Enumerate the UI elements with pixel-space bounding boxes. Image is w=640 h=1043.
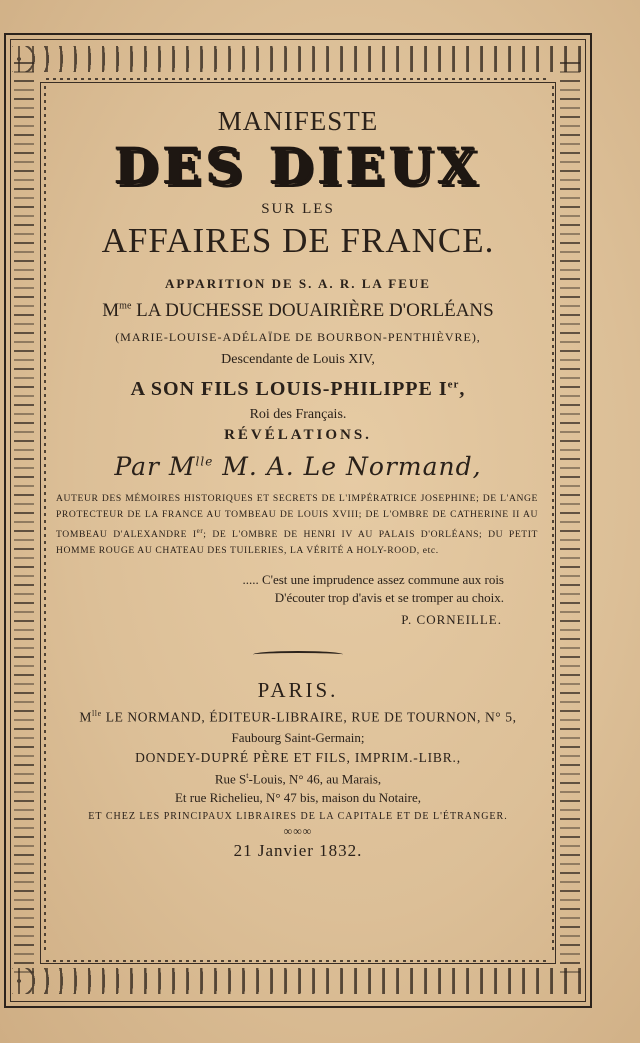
imprint-libraires: ET CHEZ LES PRINCIPAUX LIBRAIRES DE LA CAPITALE ET DE L'ÉTRANGER. [88,811,508,823]
roi-line: Roi des Français. [249,407,347,422]
title-affaires: AFFAIRES DE FRANCE. [101,221,495,260]
imprint-city: PARIS. [257,678,339,703]
title-block [50,98,546,861]
title-des-dieux: DES DIEUX [114,137,482,196]
descendante-line: Descendante de Louis XIV, [221,352,375,367]
epigraph [50,571,504,629]
top-ornament-band [12,46,584,72]
revelations-line: RÉVÉLATIONS. [224,427,372,443]
author-line: Par $M^{lle}$ M. A. Le Normand, [114,452,482,481]
imprint-date: 21 Janvier 1832. [233,841,363,861]
bottom-ornament-band [12,968,584,994]
epigraph-line-2: D'écouter trop d'avis et se tromper au choix. [274,590,504,606]
right-ornament-band [560,62,580,977]
left-ornament-band [14,62,34,977]
epigraph-line-1: ..... C'est une imprudence assez commune aux rois [242,572,504,588]
imprint-rue-st-louis: Rue $S^t$-Louis, N° 46, au Marais, [214,770,382,787]
author-works: AUTEUR DES MÉMOIRES HISTORIQUES ET SECRETS DE L'IMPÉRATRICE JOSEPHINE; DE L'ANGE PROTECTEUR DE LA FRANCE AU TOMBEAU DE LOUIS XVIII; DE L'OMBRE DE CATHERINE II AU TOMBEAU D'ALEXANDRE Ier; DE L'OMBRE DE HENRI IV AU PALAIS D'ORLÉANS; DU PETIT HOMME ROUGE AU CHATEAU DES TUILERIES, LA VÉRITÉ A HOLY-ROOD, etc. [56,493,538,557]
imprint-publisher: $M^{lle}$ LE NORMAND, ÉDITEUR-LIBRAIRE, RUE DE TOURNON, N° 5, [79,709,517,725]
imprint-faubourg: Faubourg Saint-Germain; [231,729,365,745]
title-manifeste: MANIFESTE [217,106,379,136]
small-ornament: ∞∞∞ [283,824,313,839]
fils-line: A SON FILS LOUIS-PHILIPPE Ier, [130,378,466,400]
imprint-printer: DONDEY-DUPRÉ PÈRE ET FILS, IMPRIM.-LIBR., [135,749,461,765]
divider-ornament [253,651,343,658]
top-dotted-rule [46,78,546,80]
duchesse-line: $M^{me}$ LA DUCHESSE DOUAIRIÈRE D'ORLÉANS [102,300,494,321]
marie-line: (MARIE-LOUISE-ADÉLAÏDE DE BOURBON-PENTHIÈVRE), [115,330,481,344]
imprint-rue-richelieu: Et rue Richelieu, N° 47 bis, maison du Notaire, [174,790,421,806]
epigraph-attribution: P. CORNEILLE. [401,612,502,628]
apparition-line: APPARITION DE S. A. R. LA FEUE [165,276,431,291]
title-sur-les: SUR LES [261,201,335,217]
